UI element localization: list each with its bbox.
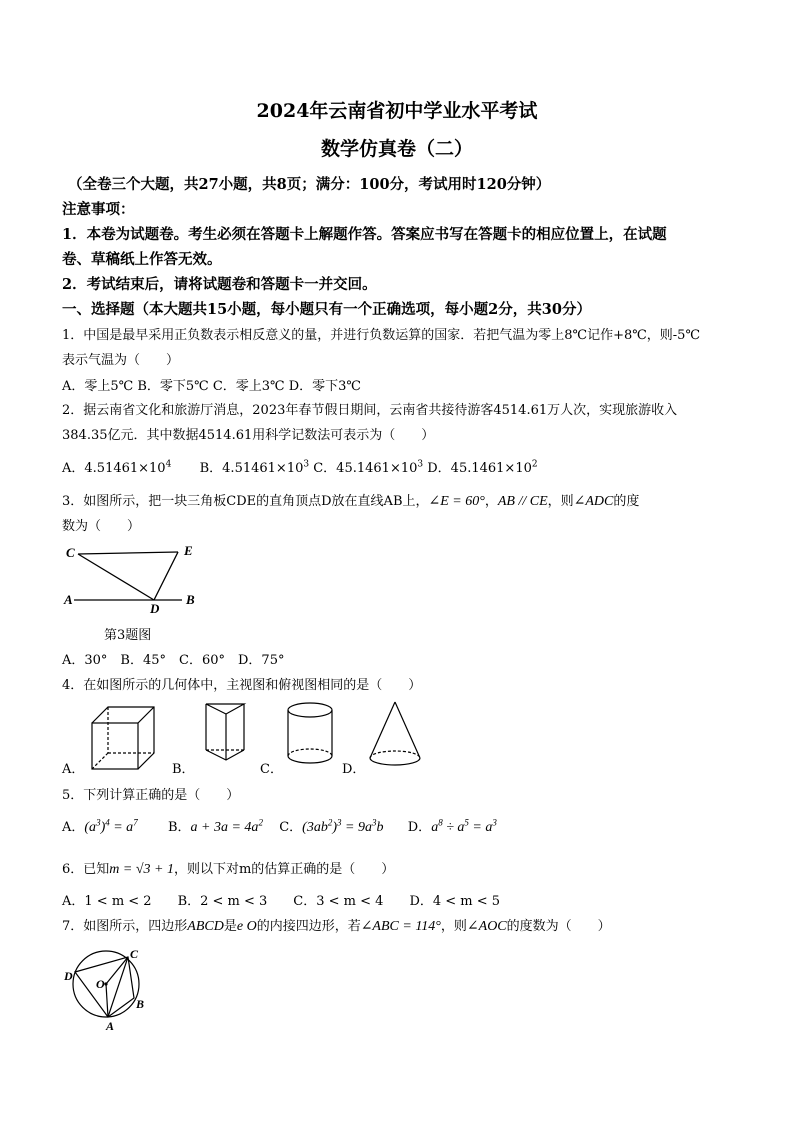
q2-line2: 384.35亿元．其中数据4514.61用科学记数法可表示为（ ） xyxy=(62,428,435,443)
q2-line1: 2．据云南省文化和旅游厅消息，2023年春节假日期间，云南省共接待游客4514.61万人次，实现旅游收入 xyxy=(62,403,678,418)
q7-center-point xyxy=(104,982,107,985)
q3-line-ce xyxy=(78,552,178,554)
notice-1-line2: 卷、草稿纸上作答无效。 xyxy=(62,251,222,268)
q3-options: A．30° B．45° C．60° D．75° xyxy=(62,653,285,668)
q4-label-a: A． xyxy=(62,762,85,777)
q6-options: A．1 < m < 2 B．2 < m < 3 C．3 < m < 4 D．4 < m < 5 xyxy=(62,894,501,909)
q2-option-b: B．$4.51461\times 10^3$ xyxy=(199,459,310,476)
q5-option-c: C．$(3ab^2)^3 = 9a^3b$ xyxy=(279,817,384,835)
q3-line-cd xyxy=(78,554,154,600)
q2-option-c: C．$45.1461\times 10^3$ xyxy=(313,459,424,476)
q3-label-b: B xyxy=(186,592,195,607)
q4-cone-figure xyxy=(364,698,426,772)
page-subtitle: 数学仿真卷（二） xyxy=(320,138,473,160)
q4-cube-figure xyxy=(88,705,160,775)
q7-line1: 7．如图所示，四边形ABCD是e O的内接四边形，若∠ABC = 114°，则∠AOC的度数为（ ） xyxy=(62,919,611,934)
q3-figure xyxy=(62,540,212,615)
notice-1-line1: 1．本卷为试题卷。考生必须在答题卡上解题作答。答案应书写在答题卡的相应位置上，在试题 xyxy=(62,226,667,243)
q5-option-b: B．$a + 3a = 4a^2$ xyxy=(167,817,263,835)
q3-caption: 第3题图 xyxy=(104,628,152,643)
q4-label-d: D． xyxy=(342,762,366,777)
q4-cylinder-figure xyxy=(282,700,338,770)
q4-line1: 4．在如图所示的几何体中，主视图和俯视图相同的是（ ） xyxy=(62,678,422,693)
q3-line2: 数为（ ） xyxy=(62,519,141,534)
q7-label-d: D xyxy=(64,969,73,983)
q3-label-a: A xyxy=(64,592,73,607)
q3-label-d: D xyxy=(150,601,160,615)
exam-info: （全卷三个大题，共27小题，共8页；满分：100分，考试用时120分钟） xyxy=(68,176,551,193)
q5-line1: 5．下列计算正确的是（ ） xyxy=(62,788,240,803)
q7-label-c: C xyxy=(130,947,139,961)
q1-line2: 表示气温为（ ） xyxy=(62,353,180,368)
q5-option-d: D．$a^8 \div a^5 = a^3$ xyxy=(407,817,497,835)
q1-options: A．零上5℃ B．零下5℃ C．零上3℃ D．零下3℃ xyxy=(62,379,361,394)
q7-label-a: A xyxy=(106,1019,115,1032)
notice-2: 2．考试结束后，请将试题卷和答题卡一并交回。 xyxy=(62,276,377,293)
page-title: 2024年云南省初中学业水平考试 xyxy=(256,100,538,122)
q7-label-o: O xyxy=(96,977,105,991)
q3-line1: 3．如图所示，把一块三角板CDE的直角顶点D放在直线AB上，∠E = 60°，AB // CE，则∠ADC的度 xyxy=(62,494,640,509)
q5-options xyxy=(62,816,497,836)
section-1-heading: 一、选择题（本大题共15小题，每小题只有一个正确选项，每小题2分，共30分） xyxy=(62,301,591,318)
q4-label-c: C． xyxy=(260,762,283,777)
q4-prism-figure xyxy=(200,700,252,768)
q4-label-b: B． xyxy=(172,762,195,777)
q3-label-e: E xyxy=(184,543,193,558)
q3-label-c: C xyxy=(66,545,75,560)
q7-figure xyxy=(62,942,154,1032)
q5-option-a: A．$(a^3)^4 = a^7$ xyxy=(62,817,138,835)
q2-option-d: D．$45.1461\times 10^2$ xyxy=(427,459,538,476)
q7-label-b: B xyxy=(136,997,145,1011)
q2-options xyxy=(62,457,538,476)
q2-option-a: A．$4.51461\times 10^4$ xyxy=(62,459,172,476)
q3-line-ed xyxy=(154,552,178,600)
q6-line1: 6．已知m = √3 + 1，则以下对m的估算正确的是（ ） xyxy=(62,862,395,877)
q1-line1: 1．中国是最早采用正负数表示相反意义的量，并进行负数运算的国家．若把气温为零上8℃记作+8℃，则-5℃ xyxy=(62,328,700,343)
notice-heading: 注意事项： xyxy=(62,201,135,218)
